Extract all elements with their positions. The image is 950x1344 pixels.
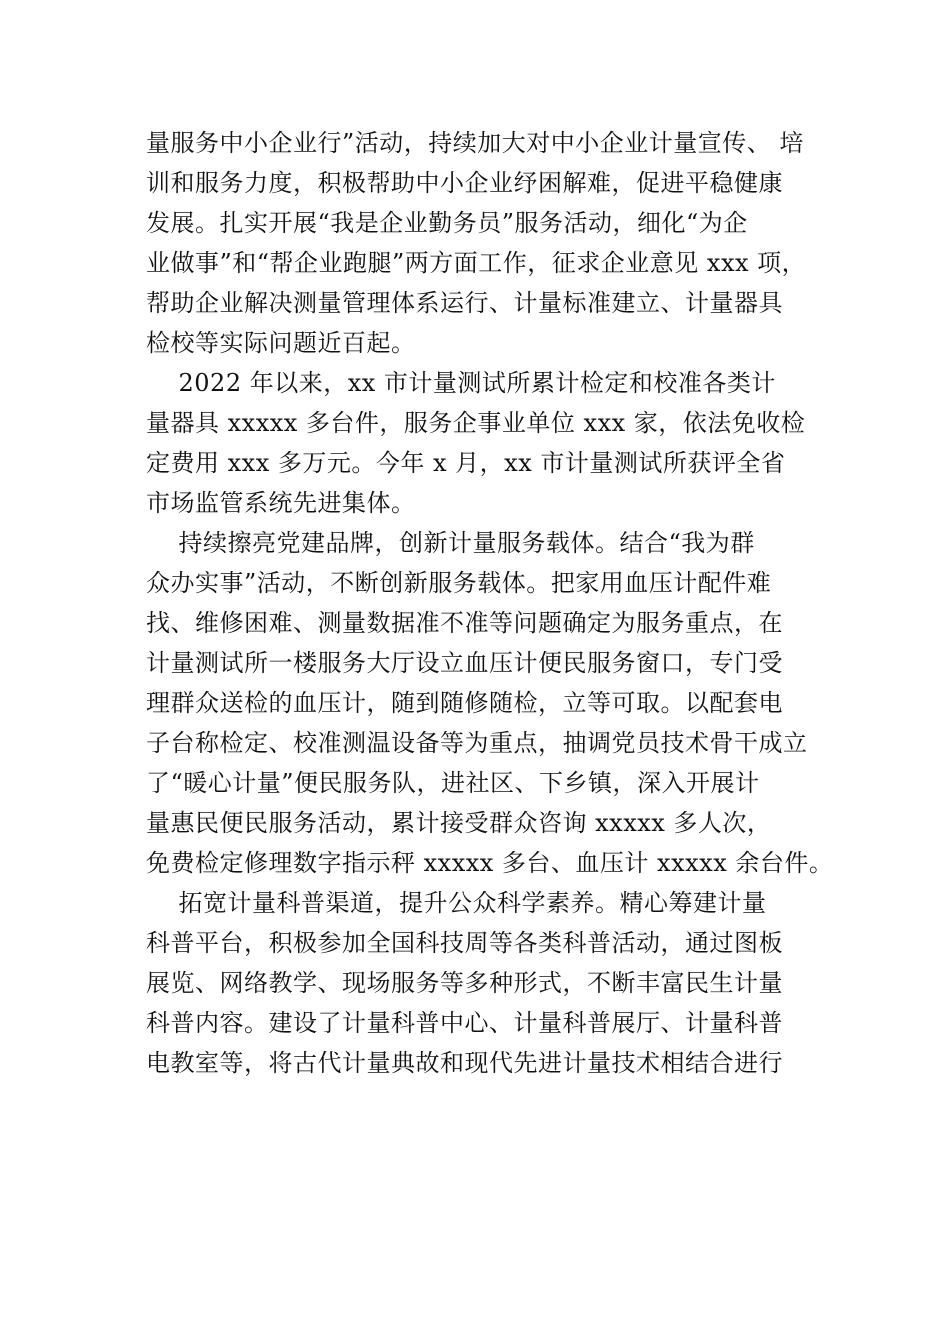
text-line: 量器具 xxxxx 多台件，服务企事业单位 xxx 家，依法免收检 [146,409,806,437]
text-line: 市场监管系统先进集体。 [146,489,416,517]
text-line: 检校等实际问题近百起。 [146,329,416,357]
text-line: 计量测试所一楼服务大厅设立血压计便民服务窗口，专门受 [146,649,783,677]
text-line: 众办实事”活动，不断创新服务载体。把家用血压计配件难 [146,569,772,597]
paragraph-1 [146,123,826,363]
text-line: 发展。扎实开展“我是企业勤务员”服务活动，细化“为企 [146,209,748,237]
text-line: 理群众送检的血压计，随到随修随检，立等可取。以配套电 [146,689,783,717]
text-line: 持续擦亮党建品牌，创新计量服务载体。结合“我为群 [146,529,755,557]
paragraph-2 [146,363,826,523]
text-line: 业做事”和“帮企业跑腿”两方面工作，征求企业意见 xxx 项， [146,249,807,277]
text-line: 电教室等，将古代计量典故和现代先进计量技术相结合进行 [146,1049,783,1077]
text-line: 量服务中小企业行”活动，持续加大对中小企业计量宣传、 培 [146,129,804,157]
text-line: 量惠民便民服务活动，累计接受群众咨询 xxxxx 多人次， [146,809,772,837]
document-body [146,123,834,1083]
text-line: 科普平台，积极参加全国科技周等各类科普活动，通过图板 [146,929,783,957]
text-line: 训和服务力度，积极帮助中小企业纾困解难，促进平稳健康 [146,169,783,197]
text-line: 定费用 xxx 多万元。今年 x 月，xx 市计量测试所获评全省 [146,449,786,477]
text-line: 展览、网络教学、现场服务等多种形式，不断丰富民生计量 [146,969,783,997]
text-line: 拓宽计量科普渠道，提升公众科学素养。精心筹建计量 [146,889,767,917]
paragraph-4 [146,883,826,1083]
text-line: 2022 年以来，xx 市计量测试所累计检定和校准各类计 [146,369,776,397]
text-line: 了“暖心计量”便民服务队，进社区、下乡镇，深入开展计 [146,769,760,797]
text-line: 帮助企业解决测量管理体系运行、计量标准建立、计量器具 [146,289,783,317]
text-line: 免费检定修理数字指示秤 xxxxx 多台、血压计 xxxxx 余台件。 [146,849,834,877]
text-line: 科普内容。建设了计量科普中心、计量科普展厅、计量科普 [146,1009,783,1037]
text-line: 子台称检定、校准测温设备等为重点，抽调党员技术骨干成立 [146,729,808,757]
paragraph-3 [146,523,834,883]
text-line: 找、维修困难、测量数据准不准等问题确定为服务重点，在 [146,609,783,637]
